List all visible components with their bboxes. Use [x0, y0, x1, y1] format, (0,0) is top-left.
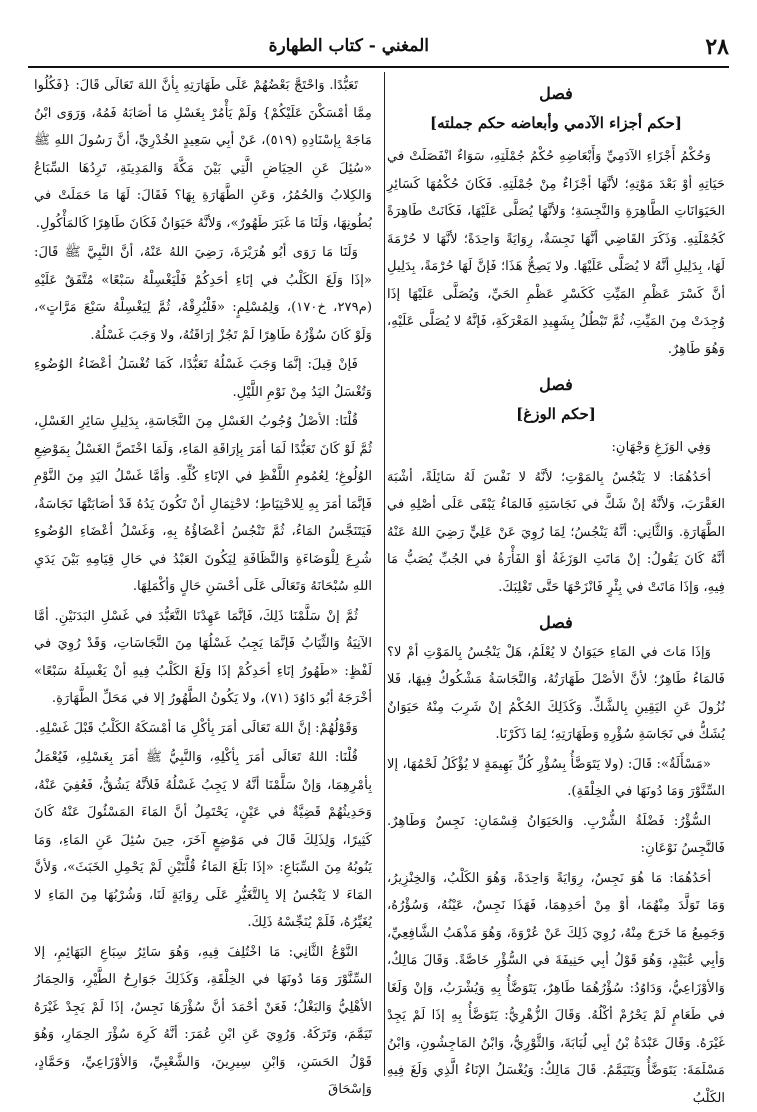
left-column	[34, 72, 372, 1078]
section-heading: فصل	[387, 80, 725, 108]
page-number: ٢٨	[705, 34, 729, 60]
page-header	[28, 30, 729, 70]
section-heading: فصل	[387, 371, 725, 399]
paragraph: أحَدُهُمَا: لا يَنْجُسُ بِالمَوْتِ؛ لأنَّهُ لا نَفْسَ لَهُ سَائِلَةً، أشْبَهَ العَقْرَبَ، وَلأنَّهُ إنْ شَكَّ في نَجَاسَتِهِ فَالمَاءُ يَبْقَى عَلَى أصْلِهِ في الطَّهَارَةِ. وَالثَّانِي: أنَّهُ يَنْجُسُ؛ لِمَا رُوِيَ عَنْ عَلِيٍّ رَضِيَ اللهُ عَنْهُ أنَّهُ كَانَ يَقُولُ: إنْ مَاتَتِ الوَزَغَةُ أوْ الفَأْرَةُ في الجُبِّ يُصَبُّ مَا فِيهِ، وَإذَا مَاتَتْ في بِئْرٍ فَانْزَحْهَا حَتَّى تَغْلِبَكَ.	[387, 464, 725, 602]
paragraph: قُلْنَا: اللهُ تَعَالَى أمَرَ بِأكْلِهِ، وَالنَّبِيُّ ﷺ أمَرَ بِغَسْلِهِ، فَيُعْمَلُ بِأمْرِهِمَا، وَإنْ سَلَّمْنَا أنَّهُ لا يَجِبُ غَسْلُهُ فَلأنَّهُ يَشُقُّ، فَعُفِيَ عَنْهُ، وَحَدِيثُهُمْ قَضِيَّةٌ في عَيْنٍ، يَحْتَمِلُ أنَّ المَاءَ المَسْئُولَ عَنْهُ كَانَ كَثِيرًا، وَلِذَلِكَ قَالَ في مَوْضِعٍ آخَرَ، حِينَ سُئِلَ عَنِ المَاءِ، وَمَا يَنُوبُهُ مِنَ السِّبَاعِ: «إذَا بَلَغَ المَاءُ قُلَّتَيْنِ لَمْ يَحْمِلِ الخَبَثَ»، وَلأنَّ المَاءَ لا يَنْجُسُ إلا بِالتَّغَيُّرِ عَلَى رِوَايَةٍ لَنَا، وَشُرْبُهَا مِنَ المَاءِ لا يُغَيِّرُهُ، فَلَمْ يُنَجِّسْهُ ذَلِكَ.	[34, 744, 372, 937]
paragraph: وَحُكْمُ أَجْزَاءِ الآدَمِيِّ وَأَبْعَاضِهِ حُكْمُ جُمْلَتِهِ، سَوَاءٌ انْفَصَلَتْ في حَيَاتِهِ أوْ بَعْدَ مَوْتِهِ؛ لأنَّهَا أجْزَاءٌ مِنْ جُمْلَتِهِ. فَكَانَ حُكْمُهَا كَسَائِرِ الحَيَوَانَاتِ الطَّاهِرَةِ وَالنَّجِسَةِ؛ وَلأنَّهَا يُصَلَّى عَلَيْهَا، فَكَانَتْ طَاهِرَةً كَجُمْلَتِهِ. وَذَكَرَ القَاضِي أنَّهَا نَجِسَةٌ، رِوَايَةً وَاحِدَةً؛ لأنَّهَا لا حُرْمَةَ لَهَا، بِدَلِيلِ أنَّهُ لا يُصَلَّى عَلَيْهَا. ولا يَصِحُّ هَذَا؛ فَإنَّ لَهَا حُرْمَةً، بِدَلِيلِ أنَّ كَسْرَ عَظْمِ المَيِّتِ كَكَسْرِ عَظْمِ الحَيِّ، وَيُصَلَّى عَلَيْهَا إذَا وُجِدَتْ مِنَ المَيِّتِ، ثُمَّ تَبْطُلُ بِشَهِيدِ المَعْرَكَةِ، فَإنَّهُ لا يُصَلَّى عَلَيْهِ، وَهُوَ طَاهِرٌ.	[387, 143, 725, 363]
paragraph: وَفِي الوَزَغِ وَجْهَانِ:	[387, 434, 725, 462]
section-subheading: [حكم أجزاء الآدمي وأبعاضه حكم جملته]	[387, 110, 725, 138]
paragraph: النَّوْعُ الثَّانِي: مَا اخْتُلِفَ فِيهِ، وَهُوَ سَائِرُ سِبَاعِ البَهَائِمِ، إلا السِّنَّوْرَ وَمَا دُونَهَا في الخِلْقَةِ، وَكَذَلِكَ جَوَارِحُ الطَّيْرِ، وَالحِمَارُ الأهْلِيُّ وَالبَغْلُ؛ فَعَنْ أحْمَدَ أنَّ سُؤْرَهَا نَجِسٌ، إذَا لَمْ يَجِدْ غَيْرَهُ تَيَمَّمَ، وَتَرَكَهُ. وَرُوِيَ عَنِ ابْنِ عُمَرَ: أنَّهُ كَرِهَ سُؤْرَ الحِمَارِ، وَهُوَ قَوْلُ الحَسَنِ، وَابْنِ سِيرِينَ، وَالشَّعْبِيِّ، وَالأوْزَاعِيِّ، وَحَمَّادٍ، وَإسْحَاقَ	[34, 939, 372, 1104]
right-column	[387, 72, 725, 1078]
running-title: المغني - كتاب الطهارة	[269, 36, 429, 56]
paragraph: قُلْنَا: الأصْلُ وُجُوبُ الغَسْلِ مِنَ النَّجَاسَةِ، بِدَلِيلِ سَائِرِ الغَسْلِ، ثُمَّ لَوْ كَانَ تَعَبُّدًا لَمَا أمَرَ بِإرَاقَةِ المَاءِ، وَلَمَا اخْتَصَّ الغَسْلُ بِمَوْضِعِ الوُلُوغِ؛ لِعُمُومِ اللَّفْظِ في الإنَاءِ كُلِّهِ. وَأمَّا غَسْلُ اليَدِ مِنَ النَّوْمِ فَإنَّمَا أمَرَ بِهِ لِلاحْتِيَاطِ؛ لاحْتِمَالِ أنْ تَكُونَ يَدُهُ قَدْ أصَابَتْهَا نَجَاسَةٌ، فَيَتَنَجَّسُ المَاءُ، ثُمَّ تَنْجُسُ أعْضَاؤُهُ بِهِ، وَغَسْلُ أعْضَاءِ الوُضُوءِ شُرِعَ لِلْوَضَاءَةِ وَالنَّظَافَةِ لِيَكُونَ العَبْدُ في حَالِ قِيَامِهِ بَيْنَ يَدَيِ اللهِ سُبْحَانَهُ وَتَعَالَى عَلَى أحْسَنِ حَالٍ وَأكْمَلِهَا.	[34, 408, 372, 601]
paragraph: فَإنْ قِيلَ: إنَّمَا وَجَبَ غَسْلُهُ تَعَبُّدًا، كَمَا تُغْسَلُ أعْضَاءُ الوُضُوءِ وَتُغْسَلُ اليَدُ مِنْ نَوْمِ اللَّيْلِ.	[34, 351, 372, 406]
paragraph: ثُمَّ إنْ سَلَّمْنَا ذَلِكَ، فَإنَّمَا عَهِدْنَا التَّعَبُّدَ في غَسْلِ البَدَنَيْنِ. أمَّا الآنِيَةُ وَالثِّيَابُ فَإنَّمَا يَجِبُ غَسْلُهَا مِنَ النَّجَاسَاتِ، وَقَدْ رُوِيَ في لَفْظٍ: «طَهُورُ إنَاءِ أحَدِكُمْ إذَا وَلَغَ الكَلْبُ فِيهِ أنْ يَغْسِلَهُ سَبْعًا» أخْرَجَهُ أبُو دَاوُدَ (٧١)، ولا يَكُونُ الطَّهُورُ إلا في مَحَلِّ الطَّهَارَةِ.	[34, 603, 372, 713]
section-heading: فصل	[387, 609, 725, 637]
header-rule	[28, 66, 729, 68]
paragraph: تَعَبُّدًا. وَاحْتَجَّ بَعْضُهُمْ عَلَى طَهَارَتِهِ بِأنَّ اللهَ تَعَالَى قَالَ: {فَكُلُوا مِمَّا أمْسَكْنَ عَلَيْكُمْ} وَلَمْ يَأْمُرْ بِغَسْلِ مَا أصَابَهُ فَمُهُ، وَرَوَى ابْنُ مَاجَهْ بِإسْنَادِهِ (٥١٩)، عَنْ أبِي سَعِيدٍ الخُدْرِيِّ، أنَّ رَسُولَ اللهِ ﷺ «سُئِلَ عَنِ الحِيَاضِ الَّتِي بَيْنَ مَكَّةَ وَالمَدِينَةِ، تَرِدُهَا السِّبَاعُ وَالكِلابُ وَالحُمُرُ، وَعَنِ الطَّهَارَةِ بِهَا؟ فَقَالَ: لَهَا مَا حَمَلَتْ في بُطُونِهَا، وَلَنَا مَا غَبَرَ طَهُورٌ»، وَلأنَّهُ حَيَوَانٌ فَكَانَ طَاهِرًا كَالمَأْكُولِ.	[34, 72, 372, 237]
column-divider	[384, 72, 385, 1076]
paragraph: وَلَنَا مَا رَوَى أبُو هُرَيْرَةَ، رَضِيَ اللهُ عَنْهُ، أنَّ النَّبِيَّ ﷺ قَالَ: «إذَا وَلَغَ الكَلْبُ في إنَاءِ أحَدِكُمْ فَلْيَغْسِلْهُ سَبْعًا» مُتَّفَقٌ عَلَيْهِ (م٢٧٩، خ١٧٠)، وَلِمُسْلِمٍ: «فَلْيُرِقْهُ، ثُمَّ لِيَغْسِلْهُ سَبْعَ مَرَّاتٍ»، وَلَوْ كَانَ سُؤْرُهُ طَاهِرًا لَمْ تَجُزْ إرَاقَتُهُ، ولا وَجَبَ غَسْلُهُ.	[34, 239, 372, 349]
paragraph: السُّؤْرُ: فَضْلَةُ الشُّرْبِ. وَالحَيَوَانُ قِسْمَانِ: نَجِسٌ وَطَاهِرٌ. فَالنَّجِسُ نَوْعَانِ:	[387, 808, 725, 863]
paragraph: «مَسْأَلَةٌ»: قَالَ: (ولا يَتَوَضَّأُ بِسُؤْرِ كُلِّ بَهِيمَةٍ لا يُؤْكَلُ لَحْمُهَا، إلا السِّنَّوْرَ وَمَا دُونَهَا في الخِلْقَةِ).	[387, 751, 725, 806]
paragraph: وَقَوْلُهُمْ: إنَّ اللهَ تَعَالَى أمَرَ بِأكْلِ مَا أمْسَكَهُ الكَلْبُ قَبْلَ غَسْلِهِ.	[34, 715, 372, 743]
paragraph: أحَدُهُمَا: مَا هُوَ نَجِسٌ، رِوَايَةً وَاحِدَةً، وَهُوَ الكَلْبُ، وَالخِنْزِيرُ، وَمَا تَوَلَّدَ مِنْهُمَا، أوْ مِنْ أحَدِهِمَا، فَهَذَا نَجِسٌ، عَيْنُهُ، وَسُؤْرُهُ، وَجَمِيعُ مَا خَرَجَ مِنْهُ، رُوِيَ ذَلِكَ عَنْ عُرْوَةَ، وَهُوَ مَذْهَبُ الشَّافِعِيِّ، وَأبِي عُبَيْدٍ، وَهُوَ قَوْلُ أبِي حَنِيفَةَ في السُّؤْرِ خَاصَّةً. وَقَالَ مَالِكٌ، وَالأوْزَاعِيُّ، وَدَاوُدُ: سُؤْرُهُمَا طَاهِرٌ، يَتَوَضَّأُ بِهِ وَيُشْرَبُ، وَإنْ وَلَغَا في طَعَامٍ لَمْ يَحْرُمْ أكْلُهُ. وَقَالَ الزُّهْرِيُّ: يَتَوَضَّأُ بِهِ إذَا لَمْ يَجِدْ غَيْرَهُ. وَقَالَ عَبْدَةُ بْنُ أبِي لُبَابَةَ، وَالثَّوْرِيُّ، وَابْنُ المَاجِشُونِ، وَابْنُ مَسْلَمَةَ: يَتَوَضَّأُ وَيَتَيَمَّمُ. قَالَ مَالِكٌ: وَيُغْسَلُ الإنَاءُ الَّذِي وَلَغَ فِيهِ الكَلْبُ	[387, 865, 725, 1112]
section-subheading: [حكم الوزغ]	[387, 401, 725, 429]
paragraph: وَإذَا مَاتَ في المَاءِ حَيَوَانٌ لا يُعْلَمُ، هَلْ يَنْجُسُ بِالمَوْتِ أمْ لا؟ فَالمَاءُ طَاهِرٌ؛ لأنَّ الأصْلَ طَهَارَتُهُ، وَالنَّجَاسَةُ مَشْكُوكٌ فِيهَا، فَلا نُزُولَ عَنِ اليَقِينِ بِالشَّكِّ. وَكَذَلِكَ الحُكْمُ إنْ شَرِبَ مِنْهُ حَيَوَانٌ يُشَكُّ في نَجَاسَةِ سُؤْرِهِ وَطَهَارَتِهِ؛ لِمَا ذَكَرْنَا.	[387, 639, 725, 749]
